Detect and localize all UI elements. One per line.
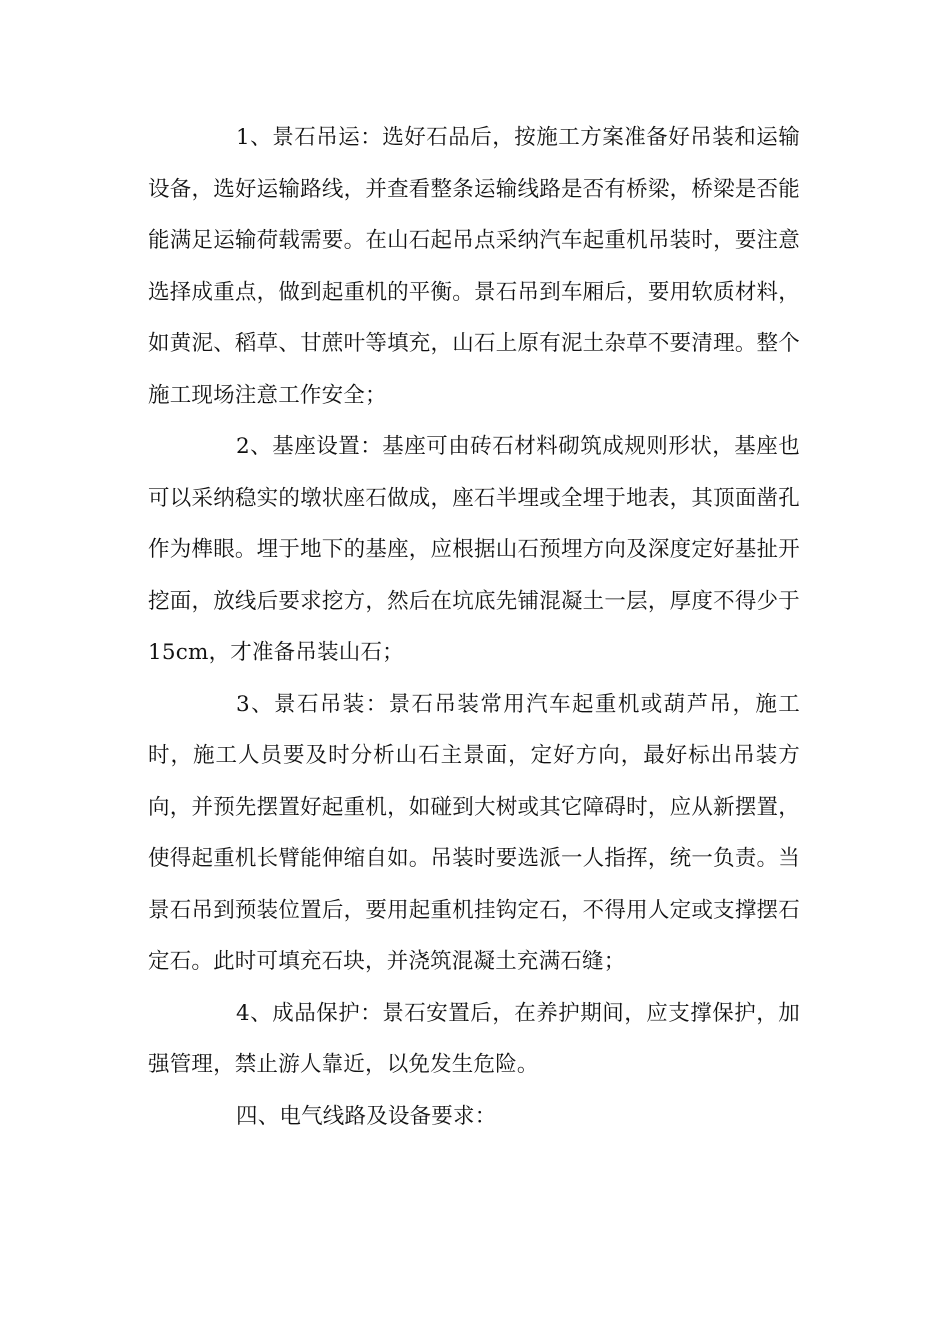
paragraph-finished-protection: 4、成品保护：景石安置后，在养护期间，应支撑保护，加强管理，禁止游人靠近，以免发生危险。 (148, 1000, 800, 1077)
paragraph-stone-hoisting: 3、景石吊装：景石吊装常用汽车起重机或葫芦吊，施工时，施工人员要及时分析山石主景面，定好方向，最好标出吊装方向，并预先摆置好起重机，如碰到大树或其它障碍时，应从新摆置，使得起重机长臂能伸缩自如。吊装时要选派一人指挥，统一负责。当景石吊到预装位置后，要用起重机挂钩定石，不得用人定或支撑摆石定石。此时可填充石块，并浇筑混凝土充满石缝； (148, 691, 800, 974)
document-body (148, 112, 800, 1142)
paragraph-base-setup: 2、基座设置：基座可由砖石材料砌筑成规则形状，基座也可以采纳稳实的墩状座石做成，座石半埋或全埋于地表，其顶面凿孔作为榫眼。埋于地下的基座，应根据山石预埋方向及深度定好基扯开挖面，放线后要求挖方，然后在坑底先铺混凝土一层，厚度不得少于15cm，才准备吊装山石； (148, 434, 800, 665)
section-heading-electrical: 四、电气线路及设备要求： (236, 1103, 497, 1129)
paragraph-stone-transport: 1、景石吊运：选好石品后，按施工方案准备好吊装和运输设备，选好运输路线，并查看整条运输线路是否有桥梁，桥梁是否能能满足运输荷载需要。在山石起吊点采纳汽车起重机吊装时，要注意选择成重点，做到起重机的平衡。景石吊到车厢后，要用软质材料，如黄泥、稻草、甘蔗叶等填充，山石上原有泥土杂草不要清理。整个施工现场注意工作安全； (148, 125, 800, 408)
